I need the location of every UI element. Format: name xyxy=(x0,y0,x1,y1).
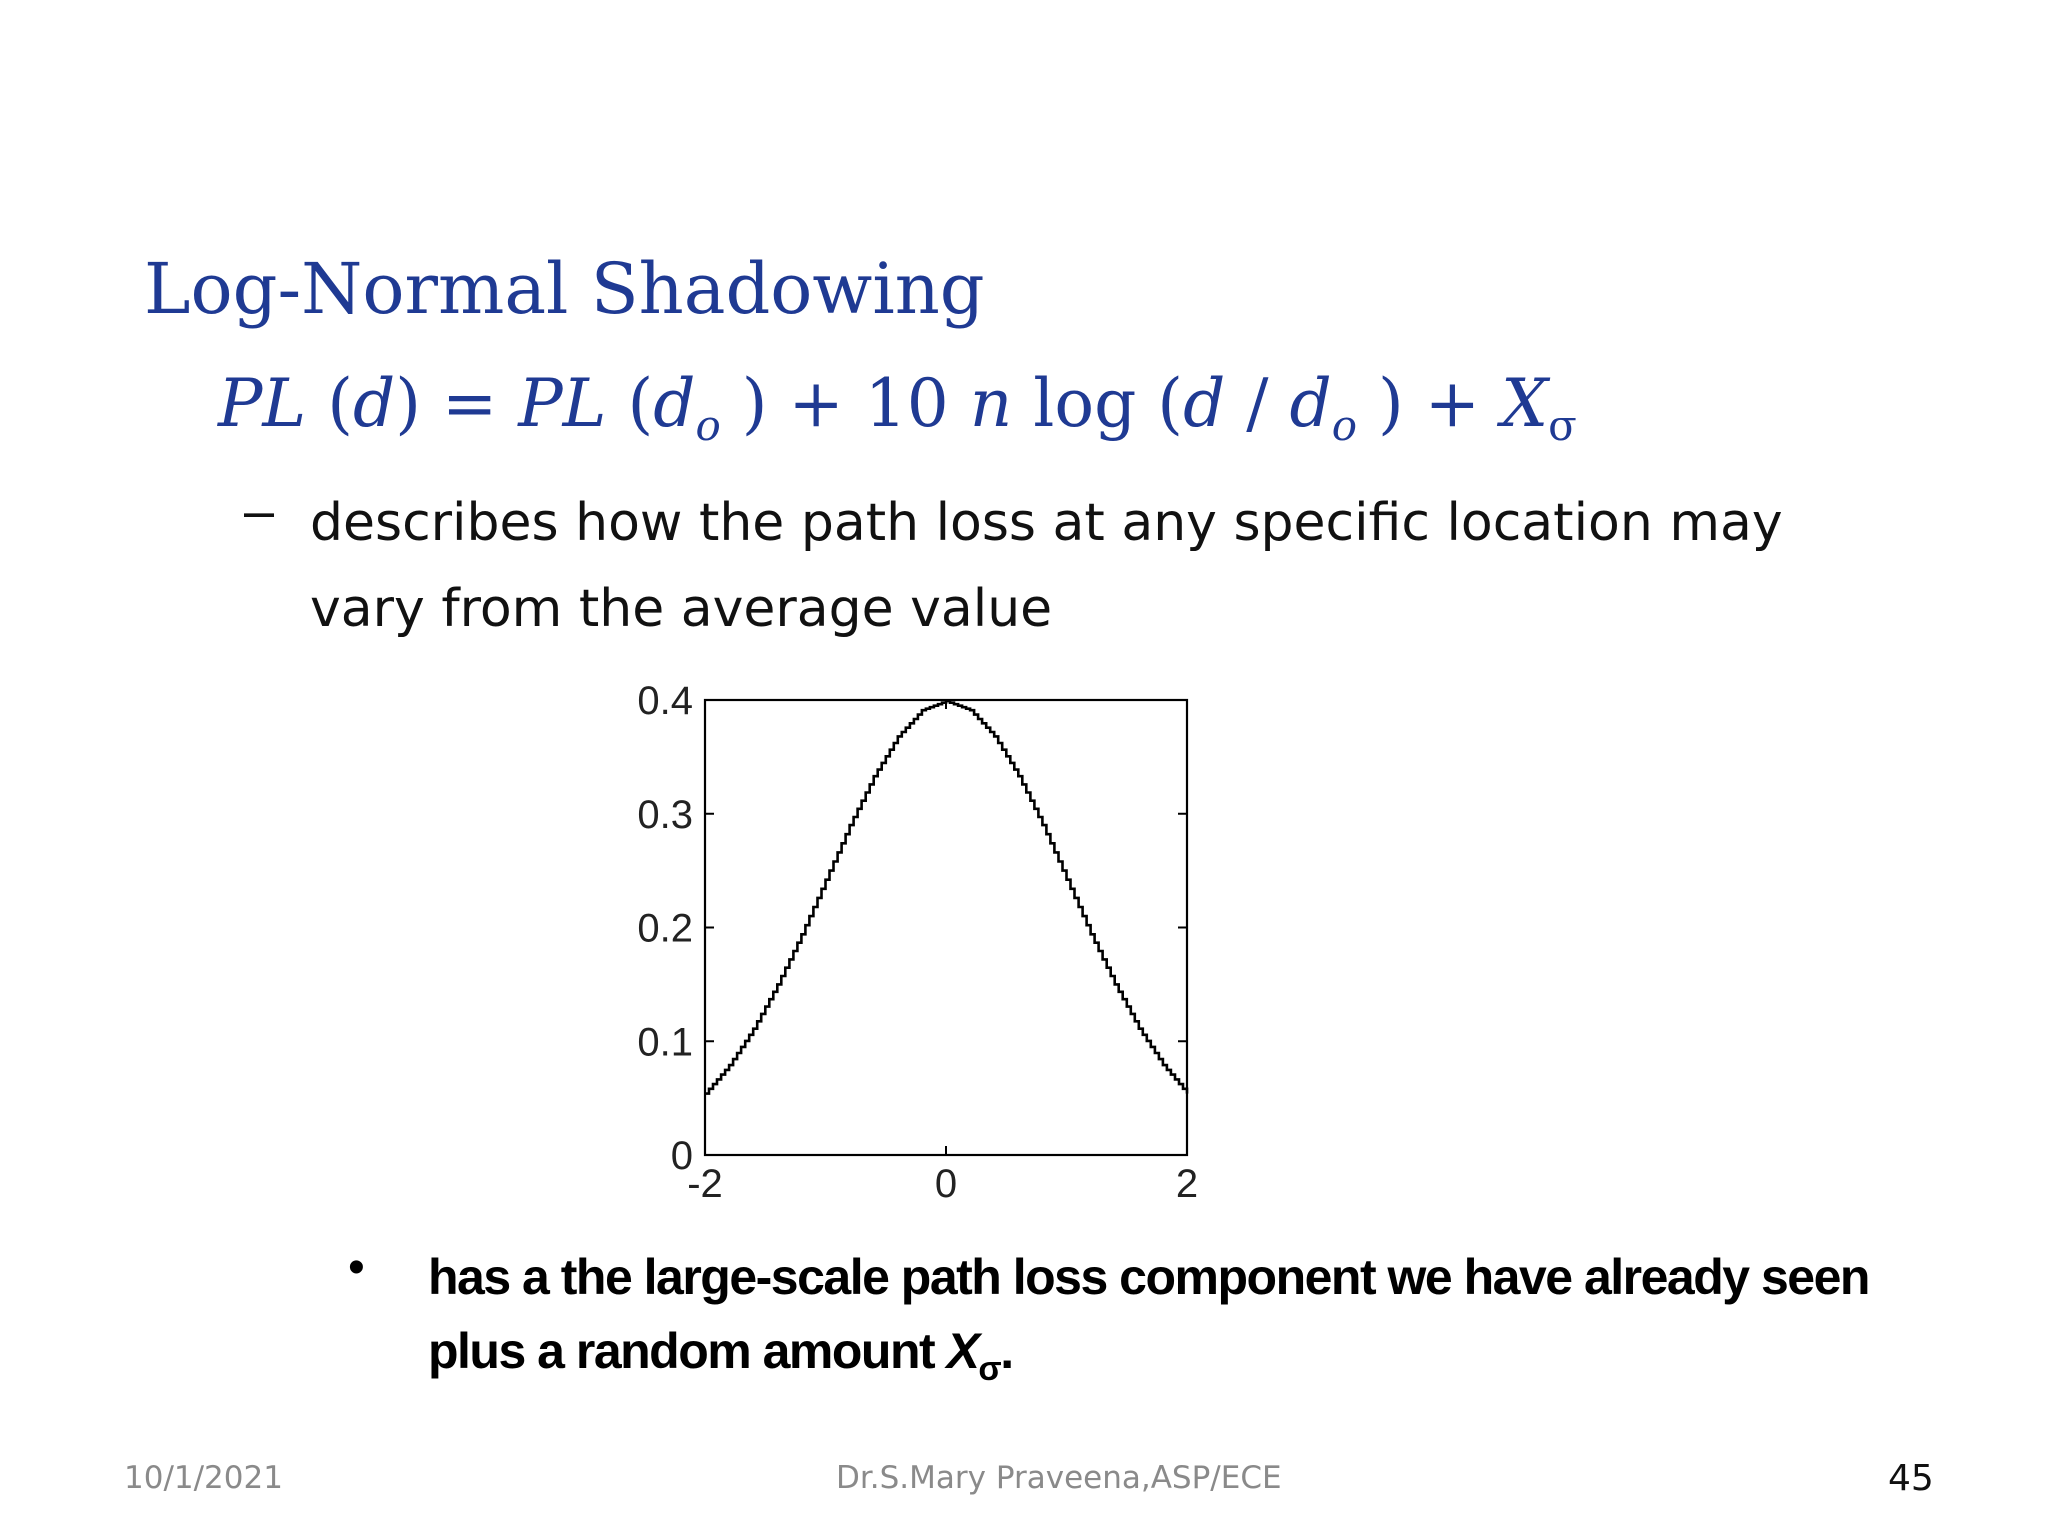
y-tick-label: 0.1 xyxy=(637,1020,693,1065)
x-tick-label: 0 xyxy=(934,1162,958,1206)
y-tick-label: 0 xyxy=(670,1134,693,1178)
formula-equals: ) = xyxy=(395,365,519,442)
chart-tick-labels xyxy=(637,679,1198,1206)
formula-d-num: d xyxy=(1183,365,1226,442)
formula-sub-o-den: o xyxy=(1331,401,1358,450)
bullet-period: . xyxy=(1000,1323,1013,1379)
formula-pl: PL xyxy=(218,365,307,442)
bullet-sigma: σ xyxy=(978,1350,1001,1388)
x-tick-label: 2 xyxy=(1175,1162,1199,1206)
dash-item-text: describes how the path loss at any specific location may vary from the average value xyxy=(310,493,1783,639)
formula-open-paren: ( xyxy=(306,365,353,442)
x-tick-label: -2 xyxy=(687,1162,723,1206)
formula-d-den: d xyxy=(1289,365,1332,442)
chart-ticks xyxy=(705,700,1187,1155)
formula-sigma: σ xyxy=(1548,401,1577,450)
formula-plus-x: ) + xyxy=(1357,365,1502,442)
bullet-item-text xyxy=(428,1240,1898,1388)
footer-date: 10/1/2021 xyxy=(124,1460,283,1496)
formula-slash: / xyxy=(1225,365,1290,442)
formula-open-paren-ref: ( xyxy=(606,365,654,442)
chart-series-line xyxy=(705,701,1187,1094)
chart-plot-frame xyxy=(705,700,1187,1155)
path-loss-formula xyxy=(218,365,1577,450)
dash-marker: – xyxy=(244,481,275,541)
formula-pl-ref: PL xyxy=(518,365,607,442)
footer-author: Dr.S.Mary Praveena,ASP/ECE xyxy=(836,1460,1282,1496)
formula-n: n xyxy=(969,365,1013,442)
formula-d-ref: d xyxy=(653,365,696,442)
formula-x: X xyxy=(1501,365,1549,442)
gaussian-chart xyxy=(610,670,1230,1230)
y-tick-label: 0.3 xyxy=(637,792,693,837)
page-number: 45 xyxy=(1888,1458,1934,1499)
y-tick-label: 0.4 xyxy=(637,679,693,723)
y-tick-label: 0.2 xyxy=(637,906,693,951)
slide-title: Log-Normal Shadowing xyxy=(144,248,985,330)
bullet-text-main: has a the large-scale path loss component we have already seen plus a random amount xyxy=(428,1249,1869,1379)
bullet-marker: • xyxy=(348,1241,365,1294)
formula-plus-ten: ) + 10 xyxy=(720,365,970,442)
formula-d: d xyxy=(352,365,396,442)
formula-log: log ( xyxy=(1012,365,1184,442)
formula-sub-o: o xyxy=(695,401,721,450)
bullet-x: X xyxy=(946,1323,979,1379)
